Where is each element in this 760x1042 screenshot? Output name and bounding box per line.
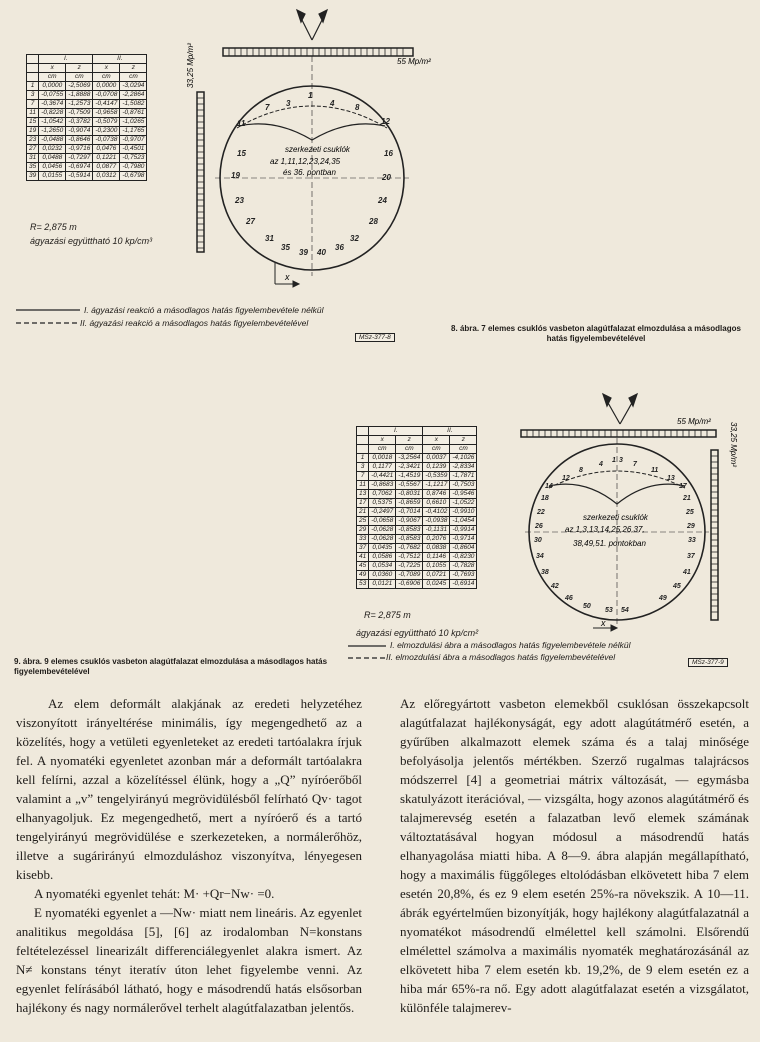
value-cell: -0,0738 <box>93 136 120 145</box>
point-label: 7 <box>633 461 637 468</box>
value-cell: -0,3674 <box>39 100 66 109</box>
value-cell: 0,1146 <box>423 553 450 562</box>
point-number-cell: 7 <box>357 472 369 481</box>
value-cell: 0,0360 <box>369 571 396 580</box>
value-cell: -1,2573 <box>66 100 93 109</box>
table-row <box>357 580 477 589</box>
value-cell: -0,1131 <box>423 526 450 535</box>
value-cell: -0,0755 <box>39 91 66 100</box>
unit-cm: cm <box>93 73 120 82</box>
figure-9 <box>0 380 760 680</box>
figure-8 <box>0 0 760 360</box>
value-cell: -0,7523 <box>120 154 147 163</box>
hinges-line1: az 1,11,12,23,24,35 <box>270 157 341 166</box>
value-cell: -0,2300 <box>93 127 120 136</box>
value-cell: 0,1055 <box>423 562 450 571</box>
value-cell: 0,0121 <box>369 580 396 589</box>
table-row <box>357 481 477 490</box>
table-row <box>357 571 477 580</box>
point-label: 25 <box>686 509 694 516</box>
text-column-left <box>16 694 362 1017</box>
fig9-displacement-table <box>356 426 477 589</box>
point-number-cell: 49 <box>357 571 369 580</box>
value-cell: 0,1221 <box>93 154 120 163</box>
value-cell: -0,9910 <box>450 508 477 517</box>
point-label: 21 <box>683 495 691 502</box>
point-number-cell: 3 <box>357 463 369 472</box>
value-cell: 0,1177 <box>369 463 396 472</box>
point-label: 22 <box>537 509 545 516</box>
point-label: 19 <box>231 171 240 180</box>
point-label: 15 <box>237 149 246 158</box>
point-label: 1 <box>612 457 616 464</box>
sub-corner <box>357 436 369 445</box>
top-load-label: 55 Mp/m² <box>397 57 431 66</box>
point-label: 14 <box>545 483 553 490</box>
value-cell: 0,5375 <box>369 499 396 508</box>
fig9-legend-lines <box>348 642 388 666</box>
value-cell: 0,0245 <box>423 580 450 589</box>
point-label: 12 <box>381 117 390 126</box>
value-cell: -2,2864 <box>120 91 147 100</box>
value-cell: -0,6914 <box>450 580 477 589</box>
value-cell: 0,0232 <box>39 145 66 154</box>
value-cell: -0,6974 <box>66 163 93 172</box>
point-label: 4 <box>330 99 335 108</box>
value-cell: 0,0000 <box>39 82 66 91</box>
table-row <box>357 454 477 463</box>
point-label: 8 <box>579 467 583 474</box>
point-label: 7 <box>265 103 270 112</box>
value-cell: 0,0488 <box>39 154 66 163</box>
side-load-label: 33,25 Mp/m² <box>186 43 195 88</box>
value-cell: -2,3421 <box>396 463 423 472</box>
value-cell: -0,4102 <box>423 508 450 517</box>
point-number-cell: 17 <box>357 499 369 508</box>
value-cell: -0,0628 <box>369 526 396 535</box>
fig8-diagram <box>175 0 465 300</box>
fig8-tag: MSz-377-8 <box>355 333 395 342</box>
value-cell: -0,3782 <box>66 118 93 127</box>
point-number-cell: 39 <box>27 172 39 181</box>
value-cell: -0,8683 <box>369 481 396 490</box>
value-cell: -0,9067 <box>396 517 423 526</box>
point-label: 31 <box>265 234 274 243</box>
table-row <box>27 100 147 109</box>
value-cell: 0,0838 <box>423 544 450 553</box>
value-cell: -1,0522 <box>450 499 477 508</box>
value-cell: -0,5079 <box>93 118 120 127</box>
value-cell: 0,6610 <box>423 499 450 508</box>
unit-cm: cm <box>369 445 396 454</box>
value-cell: -0,9074 <box>66 127 93 136</box>
sub-corner <box>27 64 39 73</box>
sub-header-x: x <box>423 436 450 445</box>
side-load-label: 33,25 Mp/m² <box>729 422 738 467</box>
table-row <box>27 136 147 145</box>
fig9-diagram <box>505 380 760 635</box>
point-number-cell: 1 <box>357 454 369 463</box>
sub-header-x: x <box>369 436 396 445</box>
fig8-legend-lines <box>16 304 82 334</box>
value-cell: -0,5914 <box>66 172 93 181</box>
value-cell: -1,1217 <box>423 481 450 490</box>
point-label: 46 <box>565 595 573 602</box>
value-cell: -0,9707 <box>120 136 147 145</box>
value-cell: -0,9716 <box>66 145 93 154</box>
point-number-cell: 23 <box>27 136 39 145</box>
point-number-cell: 11 <box>357 481 369 490</box>
hinges-line1: az 1,3,13,14,25,26,37, <box>565 525 645 534</box>
value-cell: -1,4519 <box>396 472 423 481</box>
point-label: 17 <box>679 483 687 490</box>
paragraph: Az elem deformált alakjának az eredeti helyzetéhez viszonyított irányeltérése minimális, így megengedhető az a közelítés, hogy a vetületi egyenleteket az eredeti tartóalakra írjuk fel. A nyomatéki egyenletet azonban már a deformált tartóalakra kell felírni, azzal a közelítéssel élünk, hogy a „Q” nyíróerőből valamint a „v” tengelyirányú megrövidülésből felírható Qv· tagot elhanyagoljuk. Ez megengedhető, mert a nyíróerő és a tartó tengelyirányú megrövidülése e szerkezeteken, a normálerőhöz, illetve a sugárirányú elmozduláshoz viszonyítva, lényegesen kisebb. <box>16 696 362 882</box>
col-group-II: II. <box>93 55 147 64</box>
point-number-cell: 33 <box>357 535 369 544</box>
unit-cm: cm <box>396 445 423 454</box>
sub-header-z: z <box>396 436 423 445</box>
point-label: 38 <box>541 569 549 576</box>
value-cell: -0,6798 <box>120 172 147 181</box>
value-cell: 0,0456 <box>39 163 66 172</box>
value-cell: -0,0628 <box>369 535 396 544</box>
top-load-band <box>521 430 716 437</box>
fig8-bedding-note: ágyazási együttható 10 kp/cm³ <box>30 236 153 246</box>
value-cell: 0,0155 <box>39 172 66 181</box>
value-cell: -0,7693 <box>450 571 477 580</box>
table-row <box>357 490 477 499</box>
point-number-cell: 37 <box>357 544 369 553</box>
value-cell: 0,0435 <box>369 544 396 553</box>
table-row <box>27 172 147 181</box>
fig9-tag: MSz-377-9 <box>688 658 728 667</box>
point-label: 11 <box>237 119 246 128</box>
value-cell: 0,0000 <box>93 82 120 91</box>
unit-cm: cm <box>450 445 477 454</box>
fig8-legend-II: II. ágyazási reakció a másodlagos hatás figyelembevételével <box>80 318 309 328</box>
point-label: 13 <box>667 475 675 482</box>
table-corner <box>357 427 369 436</box>
moment-equation: A nyomatéki egyenlet tehát: M· +Qr−Nw· =0. <box>34 886 275 901</box>
point-label: 18 <box>541 495 549 502</box>
table-row <box>357 526 477 535</box>
value-cell: -0,8583 <box>396 535 423 544</box>
value-cell: -0,6906 <box>396 580 423 589</box>
value-cell: 0,8746 <box>423 490 450 499</box>
table-row <box>27 109 147 118</box>
point-label: 41 <box>683 569 691 576</box>
value-cell: -0,9914 <box>450 526 477 535</box>
x-axis-label: x <box>285 272 290 282</box>
point-number-cell: 45 <box>357 562 369 571</box>
value-cell: 0,0586 <box>369 553 396 562</box>
value-cell: -1,0542 <box>39 118 66 127</box>
table-row <box>357 535 477 544</box>
table-row <box>357 463 477 472</box>
value-cell: -0,8230 <box>450 553 477 562</box>
point-number-cell: 31 <box>27 154 39 163</box>
value-cell: -0,7512 <box>396 553 423 562</box>
hinges-title: szerkezeti csuklók <box>583 513 648 522</box>
value-cell: -0,7503 <box>450 481 477 490</box>
value-cell: 0,0018 <box>369 454 396 463</box>
point-label: 4 <box>599 461 603 468</box>
table-row <box>357 562 477 571</box>
unit-corner <box>27 73 39 82</box>
value-cell: -3,0294 <box>120 82 147 91</box>
table-row <box>357 553 477 562</box>
value-cell: -0,2497 <box>369 508 396 517</box>
point-label: 34 <box>536 553 544 560</box>
unit-cm: cm <box>423 445 450 454</box>
sub-header-z: z <box>120 64 147 73</box>
value-cell: -4,1026 <box>450 454 477 463</box>
value-cell: -0,9546 <box>450 490 477 499</box>
value-cell: -0,8228 <box>39 109 66 118</box>
point-label: 23 <box>235 196 244 205</box>
point-label: 16 <box>384 149 393 158</box>
fig9-legend-II: II. elmozdulási ábra a másodlagos hatás figyelembevételével <box>386 652 616 662</box>
point-number-cell: 41 <box>357 553 369 562</box>
point-label: 53 <box>605 607 613 614</box>
hinges-line2: és 36. pontban <box>283 168 336 177</box>
value-cell: 0,0476 <box>93 145 120 154</box>
value-cell: -0,7682 <box>396 544 423 553</box>
value-cell: -0,7980 <box>120 163 147 172</box>
unit-corner <box>357 445 369 454</box>
value-cell: -0,0658 <box>369 517 396 526</box>
table-row <box>357 517 477 526</box>
point-label: 28 <box>369 217 378 226</box>
table-row <box>27 118 147 127</box>
value-cell: 0,0312 <box>93 172 120 181</box>
point-number-cell: 25 <box>357 517 369 526</box>
point-label: 49 <box>659 595 667 602</box>
top-load-band <box>223 48 413 56</box>
table-row <box>27 163 147 172</box>
table-row <box>357 544 477 553</box>
value-cell: -2,5069 <box>66 82 93 91</box>
point-number-cell: 35 <box>27 163 39 172</box>
table-row <box>27 127 147 136</box>
sub-header-z: z <box>450 436 477 445</box>
hinges-title: szerkezeti csuklók <box>285 145 350 154</box>
point-number-cell: 1 <box>27 82 39 91</box>
table-corner <box>27 55 39 64</box>
value-cell: -0,4421 <box>369 472 396 481</box>
x-axis-label: x <box>601 618 606 628</box>
point-label: 12 <box>562 475 570 482</box>
point-label: 1 <box>308 91 313 100</box>
value-cell: 0,2076 <box>423 535 450 544</box>
point-label: 42 <box>551 583 559 590</box>
value-cell: 0,0534 <box>369 562 396 571</box>
point-label: 20 <box>382 173 391 182</box>
point-label: 11 <box>651 467 659 474</box>
point-label: 45 <box>673 583 681 590</box>
point-label: 37 <box>687 553 695 560</box>
value-cell: -0,0708 <box>93 91 120 100</box>
point-label: 26 <box>535 523 543 530</box>
table-row <box>357 472 477 481</box>
col-group-I: I. <box>369 427 423 436</box>
value-cell: -0,7089 <box>396 571 423 580</box>
point-label: 40 <box>317 248 326 257</box>
value-cell: -0,7509 <box>66 109 93 118</box>
point-number-cell: 19 <box>27 127 39 136</box>
north-arrow-icon <box>603 394 637 424</box>
table-row <box>27 91 147 100</box>
value-cell: -1,1765 <box>120 127 147 136</box>
value-cell: -0,7014 <box>396 508 423 517</box>
point-label: 32 <box>350 234 359 243</box>
value-cell: -1,2650 <box>39 127 66 136</box>
fig9-legend-I: I. elmozdulási ábra a másodlagos hatás figyelembevétele nélkül <box>390 640 631 650</box>
table-row <box>27 82 147 91</box>
point-number-cell: 27 <box>27 145 39 154</box>
value-cell: -1,7871 <box>450 472 477 481</box>
value-cell: 0,1239 <box>423 463 450 472</box>
value-cell: -2,8334 <box>450 463 477 472</box>
point-label: 54 <box>621 607 629 614</box>
value-cell: -0,8646 <box>66 136 93 145</box>
value-cell: -0,7225 <box>396 562 423 571</box>
point-label: 33 <box>688 537 696 544</box>
value-cell: 0,0877 <box>93 163 120 172</box>
value-cell: -0,5359 <box>423 472 450 481</box>
point-label: 29 <box>687 523 695 530</box>
point-number-cell: 53 <box>357 580 369 589</box>
value-cell: -0,5567 <box>396 481 423 490</box>
unit-cm: cm <box>120 73 147 82</box>
paragraph: Az előregyártott vasbeton elemekből csuklósan összekapcsolt alagútfalazat hajlékonyságát, egy adott alagútátmérő esetén, a gyűrűben alkalmazott elemek száma és a talaj minősége befolyásolja jelentős mértékben. Szerző rugalmas talajrácsos módszerrel [4] a geometriai mátrix változását, — egymásba skatulyázott iterációval, — vizsgálta, hogy azonos alagútátmérő és talajmerevség esetén a falazatban levő elemek számának változtatásával hogyan módosul a másodrendű hatás elhanyagolása miatti hiba. A 8—9. ábra alapján megállapítható, hogy a maximális függőleges eltolódásban elkövetett hiba 7 elem esetén 20,8%, és ez 9 elem esetén 25%-ra növekszik. A 10—11. ábrák egyértelműen bizonyítják, hogy hajlékony alagútfalazatnál a nyomatékot másodrendű elmélettel kell számolni. Elsőrendű elmélettel számolva a maximális nyomaték meghatározásánál az elkövetett hiba 7 elem esetén kb. 19,2%, de 9 elem esetén ez a hiba már 65%-ra nő. Egy adott alagútfalazat esetén a vizsgálatot, különféle talajmerev- <box>400 696 749 1015</box>
point-number-cell: 3 <box>27 91 39 100</box>
text-column-right <box>400 694 749 1017</box>
point-number-cell: 15 <box>27 118 39 127</box>
point-label: 36 <box>335 243 344 252</box>
sub-header-x: x <box>39 64 66 73</box>
sub-header-z: z <box>66 64 93 73</box>
table-row <box>27 145 147 154</box>
value-cell: -0,9714 <box>450 535 477 544</box>
value-cell: 0,0721 <box>423 571 450 580</box>
point-number-cell: 11 <box>27 109 39 118</box>
point-label: 50 <box>583 603 591 610</box>
value-cell: -0,8761 <box>120 109 147 118</box>
value-cell: -0,8031 <box>396 490 423 499</box>
fig9-radius-note: R= 2,875 m <box>364 610 411 620</box>
point-number-cell: 13 <box>357 490 369 499</box>
col-group-II: II. <box>423 427 477 436</box>
value-cell: -0,4501 <box>120 145 147 154</box>
sub-header-x: x <box>93 64 120 73</box>
value-cell: -0,8604 <box>450 544 477 553</box>
paragraph: E nyomatéki egyenlet a —Nw· miatt nem lineáris. Az egyenlet analitikus megoldása [5], [6] az irodalomban N=konstans feltételezéssel linearizált differenciálegyenlet alakra ismert. Az N≠ konstans tényt iteratív úton lehet figyelembe venni. Az egyenlet felírásából látható, hogy e másodrendű hatás elsősorban hajlékony és nagy normálerővel terhelt alagútfalazatban jelentős. <box>16 905 362 1015</box>
value-cell: -0,8583 <box>396 526 423 535</box>
point-label: 30 <box>534 537 542 544</box>
fig9-bedding-note: ágyazási együttható 10 kp/cm² <box>356 628 479 638</box>
side-load-band <box>711 450 718 620</box>
value-cell: -1,5082 <box>120 100 147 109</box>
point-label: 39 <box>299 248 308 257</box>
col-group-I: I. <box>39 55 93 64</box>
fig8-legend-I: I. ágyazási reakció a másodlagos hatás figyelembevétele nélkül <box>84 305 324 315</box>
value-cell: -1,0454 <box>450 517 477 526</box>
fig8-radius-note: R= 2,875 m <box>30 222 77 232</box>
fig8-caption: 8. ábra. 7 elemes csuklós vasbeton alagútfalazat elmozdulása a másodlagos hatás figyelembevételével <box>451 324 741 343</box>
value-cell: -0,4147 <box>93 100 120 109</box>
value-cell: -1,0265 <box>120 118 147 127</box>
value-cell: 0,0037 <box>423 454 450 463</box>
fig8-displacement-table <box>26 54 147 181</box>
table-row <box>27 154 147 163</box>
table-row <box>357 508 477 517</box>
value-cell: 0,7062 <box>369 490 396 499</box>
point-number-cell: 7 <box>27 100 39 109</box>
unit-cm: cm <box>66 73 93 82</box>
point-label: 3 <box>286 99 291 108</box>
value-cell: -3,2564 <box>396 454 423 463</box>
point-number-cell: 29 <box>357 526 369 535</box>
value-cell: -0,9658 <box>93 109 120 118</box>
hinges-line2: 38,49,51. pontokban <box>573 539 646 548</box>
point-label: 8 <box>355 103 360 112</box>
point-label: 27 <box>246 217 255 226</box>
top-load-label: 55 Mp/m² <box>677 417 711 426</box>
point-label: 35 <box>281 243 290 252</box>
table-row <box>357 499 477 508</box>
north-arrow-icon <box>297 10 327 40</box>
value-cell: -0,0938 <box>423 517 450 526</box>
point-label: 24 <box>378 196 387 205</box>
unit-cm: cm <box>39 73 66 82</box>
point-number-cell: 21 <box>357 508 369 517</box>
value-cell: -1,8888 <box>66 91 93 100</box>
side-load-band <box>197 92 204 252</box>
point-label: 3 <box>619 457 623 464</box>
fig9-caption: 9. ábra. 9 elemes csuklós vasbeton alagútfalazat elmozdulása a másodlagos hatás figyelembevételével <box>14 657 328 676</box>
value-cell: -0,8659 <box>396 499 423 508</box>
value-cell: -0,7828 <box>450 562 477 571</box>
value-cell: -0,7297 <box>66 154 93 163</box>
value-cell: -0,0488 <box>39 136 66 145</box>
